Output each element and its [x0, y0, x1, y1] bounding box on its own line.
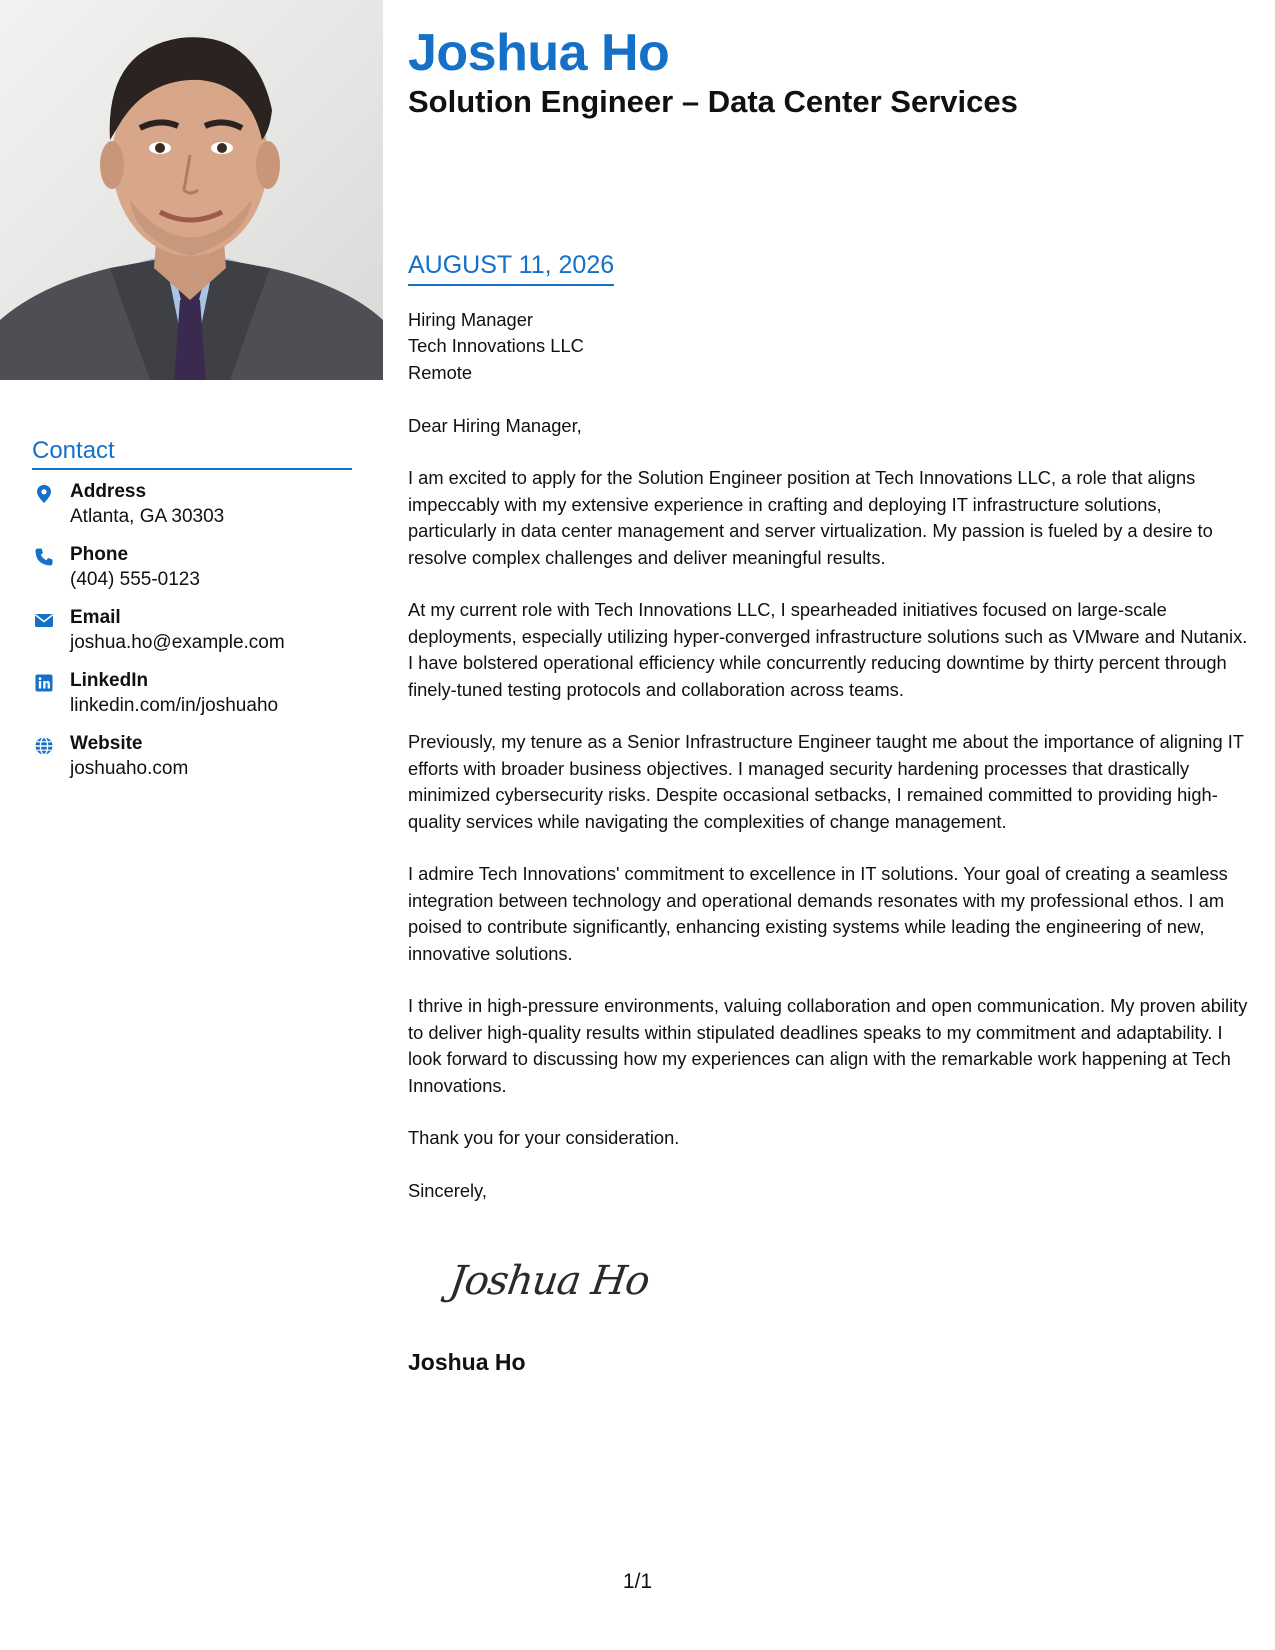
- recipient-line: Remote: [408, 361, 473, 383]
- contact-item-email: [32, 606, 352, 669]
- recipient-block: [408, 307, 1253, 386]
- job-title: Solution Engineer – Data Center Services: [408, 84, 1018, 119]
- letter-date: AUGUST 11, 2026: [408, 249, 614, 286]
- body-paragraph: Previously, my tenure as a Senior Infrastructure Engineer taught me about the importance of aligning IT efforts with broader business objectives. I managed security hardening processes that drastically minimized cybersecurity risks. Despite occasional setbacks, I remained committed to providing high-quality services while navigating the complexities of change management.: [408, 731, 1244, 832]
- signed-name: Joshua Ho: [408, 1349, 526, 1375]
- contact-value: (404) 555-0123: [70, 569, 200, 590]
- body-paragraph: At my current role with Tech Innovations LLC, I spearheaded initiatives focused on large-scale deployments, especially utilizing hyper-converged infrastructure solutions such as VMware and Nutanix. I have bolstered operational efficiency while concurrently reducing downtime by thirty percent through finely-tuned testing protocols and collaboration across teams.: [408, 599, 1248, 700]
- envelope-icon: [34, 610, 54, 630]
- globe-icon: [34, 736, 54, 756]
- handwritten-signature: Joshua Ho: [446, 1258, 652, 1304]
- contact-heading: Contact: [32, 436, 352, 470]
- contact-label: LinkedIn: [70, 670, 149, 691]
- contact-section: [32, 436, 352, 795]
- contact-label: Phone: [70, 544, 129, 565]
- body-paragraph: Thank you for your consideration.: [408, 1127, 680, 1149]
- contact-item-address: [32, 480, 352, 543]
- body-paragraph: I thrive in high-pressure environments, valuing collaboration and open communication. My proven ability to deliver high-quality results within stipulated deadlines speaks to my commitment and adaptability. I look forward to discussing how my experiences can align with the remarkable work happening at Tech Innovations.: [408, 995, 1248, 1096]
- linkedin-icon: [34, 673, 54, 693]
- recipient-line: Tech Innovations LLC: [408, 335, 584, 357]
- profile-photo: [0, 0, 383, 380]
- portrait-illustration: [0, 0, 383, 380]
- contact-value[interactable]: joshuaho.com: [70, 758, 189, 779]
- page-number: 1/1: [622, 1570, 653, 1593]
- recipient-line: Hiring Manager: [408, 309, 533, 330]
- contact-value: Atlanta, GA 30303: [70, 506, 225, 527]
- contact-label: Address: [70, 481, 147, 502]
- closing: Sincerely,: [408, 1180, 487, 1202]
- contact-label: Email: [70, 607, 121, 628]
- contact-item-website: [32, 732, 352, 795]
- contact-item-linkedin: [32, 669, 352, 732]
- applicant-name: Joshua Ho: [408, 24, 670, 82]
- letter-body: [408, 307, 1253, 1231]
- contact-label: Website: [70, 733, 143, 754]
- body-paragraph: I am excited to apply for the Solution Engineer position at Tech Innovations LLC, a role that aligns impeccably with my extensive experience in crafting and deploying IT infrastructure solutions, particularly in data center management and server virtualization. My passion is fueled by a desire to resolve complex challenges and deliver meaningful results.: [408, 467, 1213, 568]
- map-pin-icon: [34, 484, 54, 504]
- phone-icon: [34, 547, 54, 567]
- contact-value[interactable]: linkedin.com/in/joshuaho: [70, 695, 279, 716]
- contact-value[interactable]: joshua.ho@example.com: [70, 632, 285, 653]
- body-paragraph: I admire Tech Innovations' commitment to excellence in IT solutions. Your goal of creating a seamless integration between technology and operational demands resonates with my professional ethos. I am poised to contribute significantly, enhancing existing systems while leading the engineering of new, innovative solutions.: [408, 863, 1228, 964]
- contact-item-phone: [32, 543, 352, 606]
- salutation: Dear Hiring Manager,: [408, 414, 582, 436]
